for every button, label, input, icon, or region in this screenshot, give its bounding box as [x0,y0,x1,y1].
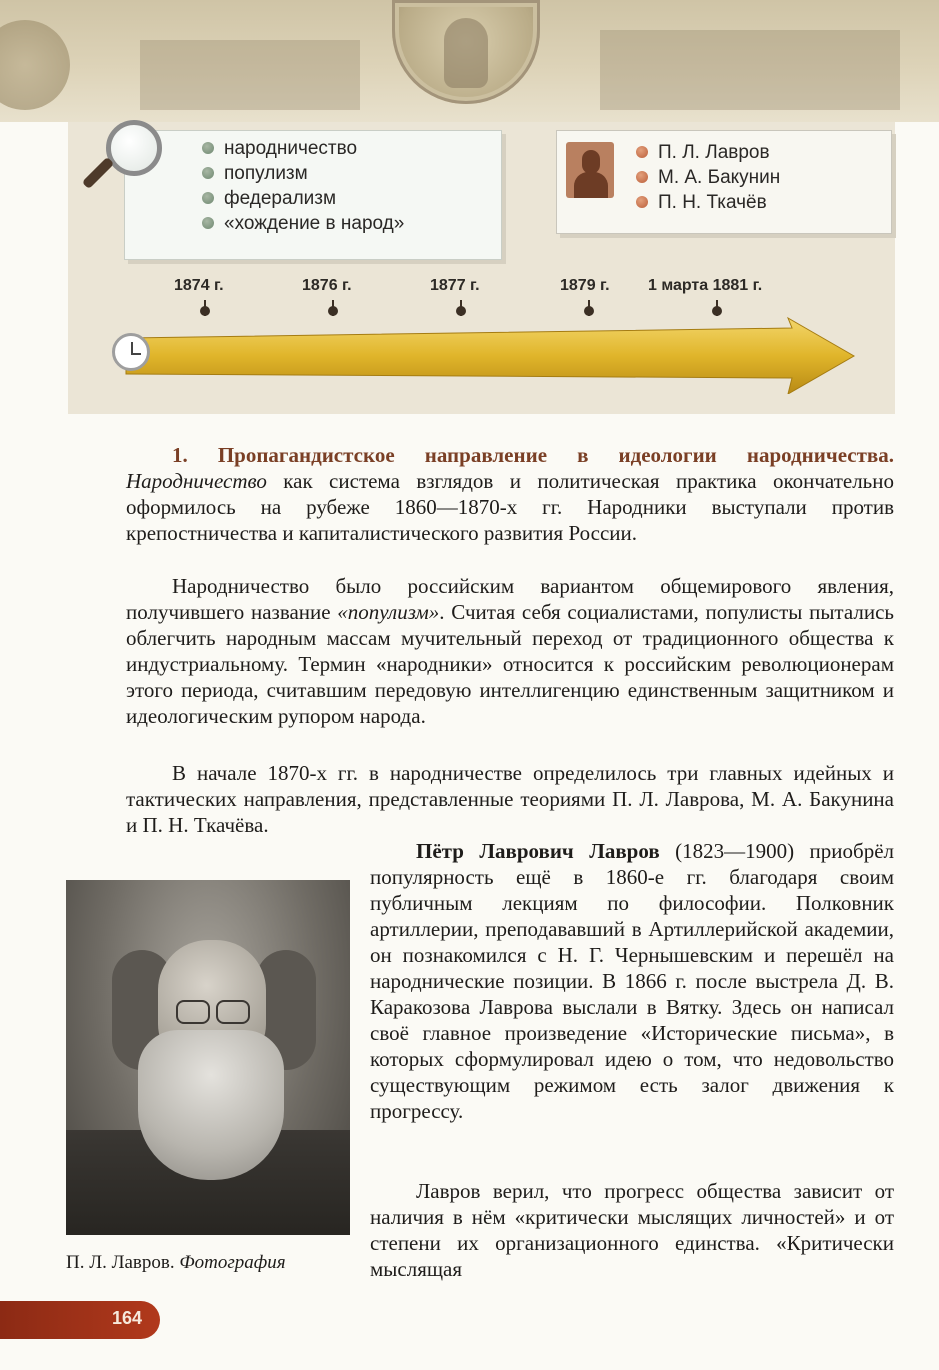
person-name: П. Н. Ткачёв [658,192,767,213]
timeline-date: 1874 г. [174,277,224,294]
person-item [634,190,780,215]
person-silhouette-icon [566,142,614,198]
page-number: 164 [112,1308,143,1328]
term-narodnichestvo: Народничество [126,469,267,493]
timeline-date: 1 марта 1881 г. [648,277,763,294]
timeline-date: 1877 г. [430,277,480,294]
timeline-date: 1879 г. [560,277,610,294]
person-item [634,165,780,190]
caption-kind: Фотография [179,1252,286,1273]
lavrov-photo [66,880,350,1235]
key-terms-list [200,136,404,236]
timeline-pin [200,306,210,316]
timeline-date: 1876 г. [302,277,352,294]
magnifier-icon [106,120,162,176]
bullet-icon [636,171,648,183]
key-term-text: «хождение в народ» [224,213,405,234]
people-list [634,140,780,215]
coin-decoration [0,20,70,110]
building-decoration [600,30,900,110]
paragraph-text: . Считая себя социалистами, популисты пытались облегчить народным массам мучительный переход от традиционного общества к индустриальному. Термин «народники» относится к российским революционерам этого периода, считавшим передовую интеллигенцию единственным защитником и идеологическим рупором народа. [126,600,894,728]
key-term-item [200,211,404,236]
timeline-pin [712,306,722,316]
key-term-item [200,136,404,161]
photo-caption [66,1252,286,1274]
paragraph-text: В начале 1870-х гг. в народничестве определилось три главных идейных и тактических направления, представленные теориями П. Л. Лаврова, М. А. Бакунина и П. Н. Ткачёва. [126,761,894,837]
building-decoration [140,40,360,110]
bullet-icon [636,196,648,208]
key-term-text: федерализм [224,188,337,209]
person-name: М. А. Бакунин [658,167,781,188]
person-name-bold: Пётр Лаврович Лавров [416,839,660,863]
caption-name: П. Л. Лавров. [66,1252,175,1273]
section-heading: 1. Пропагандистское направление в идеологии народничества. [172,443,894,467]
bullet-icon [202,142,214,154]
person-item [634,140,780,165]
bullet-icon [202,217,214,229]
bullet-icon [202,167,214,179]
section-paragraph-1 [126,442,894,546]
timeline-arrow [112,316,858,399]
key-term-item [200,161,404,186]
bullet-icon [202,192,214,204]
paragraph-text: как система взглядов и политическая практика окончательно оформилось на рубеже 1860—1870-х гг. Народники выступали против крепостничества и капиталистического развития России. [126,469,894,545]
paragraph-text: Народничество было российским вариантом общемирового явления, получившего название [126,574,894,624]
bullet-icon [636,146,648,158]
timeline-pin [328,306,338,316]
timeline-pin [584,306,594,316]
clock-icon [112,333,150,371]
paragraph-text: (1823—1900) приобрёл популярность ещё в 1860-е гг. благодаря своим публичным лекциям по философии. Полковник артиллерии, преподававший в Артиллерийской академии, он познакомился с Н. Г. Чернышевским и перешёл на народнические позиции. В 1866 г. после выстрела Д. В. Каракозова Лаврова выслали в Вятку. Здесь он написал своё главное произведение «Исторические письма», в которых сформулировал идею о том, что недовольство существующим режимом есть залог движения к прогрессу. [370,839,894,1123]
portrait-medallion [392,0,540,104]
section-paragraph-3 [126,760,894,838]
header-decoration [0,0,939,122]
section-paragraph-5 [370,1178,894,1282]
person-name: П. Л. Лавров [658,142,770,163]
key-term-item [200,186,404,211]
section-paragraph-4 [370,838,894,1124]
term-populism: «популизм» [337,600,440,624]
section-paragraph-2 [126,573,894,729]
key-term-text: популизм [224,163,308,184]
key-term-text: народничество [224,138,358,159]
timeline-pin [456,306,466,316]
paragraph-text: Лавров верил, что прогресс общества зависит от наличия в нём «критически мыслящих личностей» и от степени их организационного единства. «Критически мыслящая [370,1179,894,1281]
